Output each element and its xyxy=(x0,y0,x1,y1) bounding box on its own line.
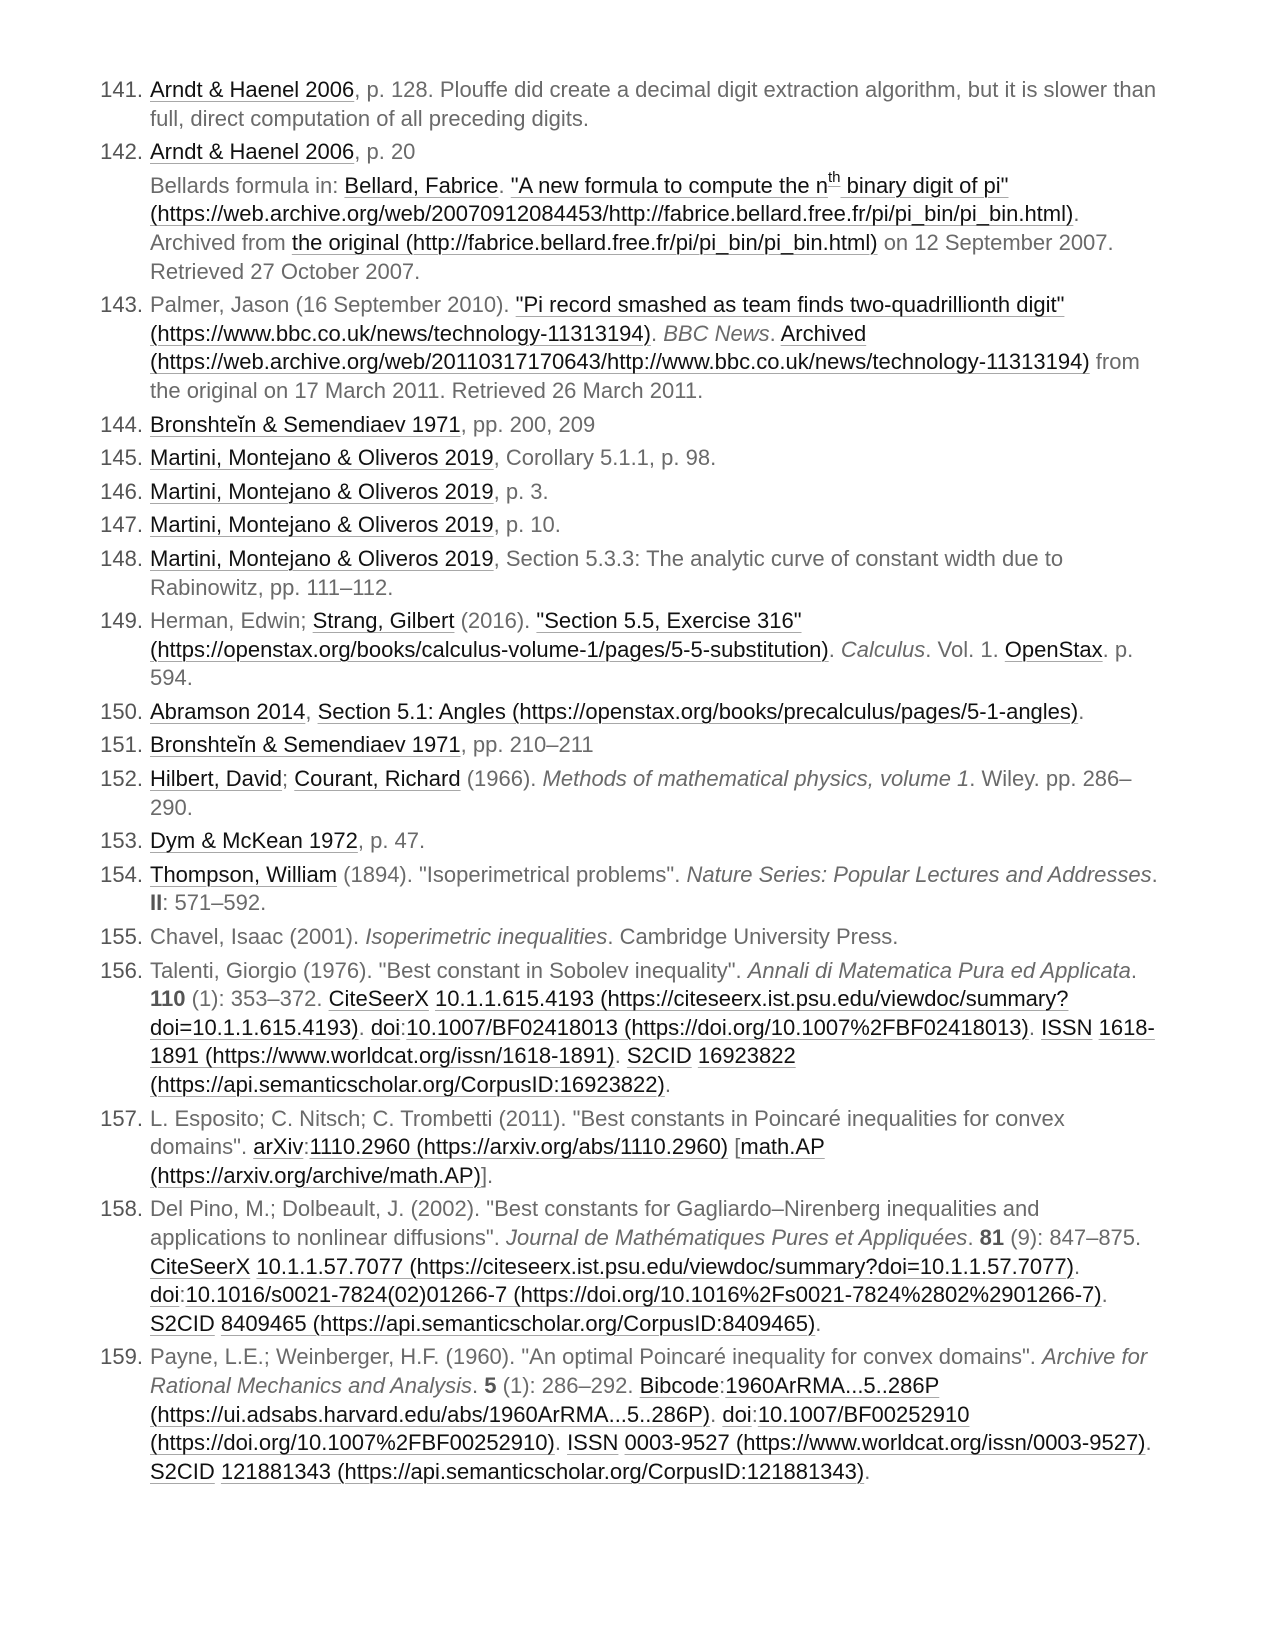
reference-text-segment: . Vol. 1. xyxy=(925,636,1005,662)
reference-item xyxy=(100,76,1160,133)
reference-text-segment: . p. 594. xyxy=(150,636,1134,691)
volume-number: 110 xyxy=(150,986,186,1012)
reference-text-segment: Payne, L.E.; Weinberger, H.F. (1960). "An optimal Poincaré inequality for convex domains". xyxy=(150,1344,1042,1370)
reference-text-segment: L. Esposito; C. Nitsch; C. Trombetti (2011). "Best constants in Poincaré inequalities for convex domains". xyxy=(150,1105,1065,1160)
reference-text-segment: (2016). xyxy=(454,608,537,634)
reference-item xyxy=(100,861,1160,918)
reference-text-segment: . xyxy=(864,1458,871,1484)
reference-text xyxy=(150,546,1063,600)
citation-link[interactable]: 0003-9527 (https://www.worldcat.org/issn/0003-9527) xyxy=(624,1430,1146,1456)
reference-text-segment: . xyxy=(650,320,664,346)
citation-link[interactable]: binary digit of pi" (https://web.archive.org/web/20070912084453/http://fabrice.bellard.free.fr/pi/pi_bin/pi_bin.html) xyxy=(150,172,1074,227)
reference-text-segment: , pp. 200, 209 xyxy=(460,411,596,437)
publication-title: Nature Series: Popular Lectures and Addresses xyxy=(686,861,1152,887)
reference-text xyxy=(150,1344,1152,1483)
publication-title: Annali di Matematica Pura ed Applicata xyxy=(747,957,1131,983)
reference-text-segment: , Corollary 5.1.1, p. 98. xyxy=(493,445,717,471)
reference-text-segment: (1894). "Isoperimetrical problems". xyxy=(337,861,687,887)
citation-link[interactable]: Arndt & Haenel 2006 xyxy=(150,77,355,102)
citation-link[interactable]: 10.1.1.615.4193 (https://citeseerx.ist.psu.edu/viewdoc/summary?doi=10.1.1.615.4193) xyxy=(150,986,1069,1040)
citation-link[interactable]: math.AP (https://arxiv.org/archive/math.AP) xyxy=(150,1134,825,1188)
reference-item xyxy=(100,138,1160,286)
reference-text xyxy=(150,766,1132,820)
reference-text-segment: , pp. 210–211 xyxy=(460,732,594,758)
citation-link[interactable]: doi xyxy=(722,1401,752,1427)
citation-link[interactable]: Courant, Richard xyxy=(294,766,461,792)
citation-link[interactable]: 8409465 (https://api.semanticscholar.org/CorpusID:8409465) xyxy=(220,1310,816,1336)
reference-text-segment: : 571–592. xyxy=(162,890,267,916)
publication-title: BBC News xyxy=(663,320,770,346)
reference-text-segment: : xyxy=(179,1282,186,1308)
reference-text-segment: (1): 353–372. xyxy=(185,986,329,1012)
citation-link[interactable]: 16923822 (https://api.semanticscholar.org/CorpusID:16923822) xyxy=(150,1043,796,1097)
reference-number: 155. xyxy=(100,924,143,950)
reference-text-segment: . Archived from xyxy=(150,201,1080,255)
citation-link[interactable]: Martini, Montejano & Oliveros 2019 xyxy=(150,445,494,471)
publication-title: Archive for Rational Mechanics and Analysis xyxy=(150,1344,1148,1398)
reference-text-segment: , Section 5.3.3: The analytic curve of constant width due to Rabinowitz, pp. 111–112. xyxy=(150,545,1064,600)
citation-link[interactable]: doi xyxy=(370,1014,401,1040)
reference-text-segment: . xyxy=(1130,957,1138,983)
citation-link[interactable]: 10.1016/s0021-7824(02)01266-7 (https://doi.org/10.1016%2Fs0021-7824%2802%2901266-7) xyxy=(185,1282,1102,1308)
citation-link[interactable]: Hilbert, David xyxy=(150,766,283,792)
citation-link[interactable]: 1110.2960 (https://arxiv.org/abs/1110.2960) xyxy=(309,1134,729,1160)
reference-text-segment: . xyxy=(498,172,511,198)
reference-text-segment: on 12 September 2007. Retrieved 27 October 2007. xyxy=(150,229,1114,284)
reference-number: 149. xyxy=(100,608,143,634)
citation-link[interactable]: CiteSeerX xyxy=(328,986,429,1012)
citation-link[interactable]: 1618-1891 (https://www.worldcat.org/issn/1618-1891) xyxy=(150,1014,1155,1069)
reference-text-segment: Del Pino, M.; Dolbeault, J. (2002). "Best constants for Gagliardo–Nirenberg inequalities and applications to nonlinear diffusions". xyxy=(150,1196,1040,1250)
reference-text-segment: (9): 847–875. xyxy=(1004,1224,1142,1250)
reference-item xyxy=(100,731,1160,760)
reference-text xyxy=(150,292,1140,403)
publication-title: Journal de Mathématiques Pures et Appliquées xyxy=(505,1224,968,1250)
reference-text-segment: , p. 10. xyxy=(493,512,561,538)
reference-text xyxy=(150,699,1084,724)
reference-item xyxy=(100,1343,1160,1486)
reference-text xyxy=(150,608,1133,690)
volume-number: II xyxy=(150,890,163,916)
publication-title: Methods of mathematical physics, volume 1 xyxy=(542,766,970,792)
citation-link[interactable]: S2CID xyxy=(150,1458,215,1484)
reference-text-segment: Herman, Edwin; xyxy=(150,608,313,634)
reference-number: 154. xyxy=(100,861,143,887)
volume-number: 81 xyxy=(979,1224,1005,1250)
reference-text-segment: , xyxy=(305,698,318,724)
citation-link[interactable]: S2CID xyxy=(626,1043,692,1069)
reference-text xyxy=(150,958,1155,1097)
reference-number: 152. xyxy=(100,766,143,792)
reference-text xyxy=(150,1196,1141,1335)
reference-text-segment: . Cambridge University Press. xyxy=(607,924,899,950)
reference-item xyxy=(100,698,1160,727)
citation-link[interactable]: Bronshteĭn & Semendiaev 1971 xyxy=(150,411,461,437)
citation-link[interactable]: "A new formula to compute the n xyxy=(510,172,828,198)
citation-link[interactable]: 1960ArRMA...5..286P (https://ui.adsabs.harvard.edu/abs/1960ArRMA...5..286P) xyxy=(150,1372,940,1427)
reference-item xyxy=(100,411,1160,440)
citation-link[interactable]: Bronshteĭn & Semendiaev 1971 xyxy=(150,732,461,758)
reference-text xyxy=(150,1106,1065,1188)
citation-link[interactable]: "Pi record smashed as team finds two-quadrillionth digit" (https://www.bbc.co.uk/news/technology-11313194) xyxy=(150,292,1065,346)
reference-number: 145. xyxy=(100,445,143,471)
citation-link[interactable]: S2CID xyxy=(150,1310,215,1336)
volume-number: 5 xyxy=(484,1372,497,1398)
reference-text xyxy=(150,512,561,537)
reference-item xyxy=(100,1195,1160,1338)
reference-item xyxy=(100,478,1160,507)
citation-link[interactable]: 10.1007/BF02418013 (https://doi.org/10.1007%2FBF02418013) xyxy=(406,1014,1029,1040)
reference-number: 142. xyxy=(100,139,143,165)
publication-title: Calculus xyxy=(840,636,926,662)
citation-link[interactable]: Section 5.1: Angles (https://openstax.org/books/precalculus/pages/5-1-angles) xyxy=(317,698,1079,724)
citation-link[interactable]: Abramson 2014 xyxy=(150,698,306,724)
reference-text-segment: . xyxy=(554,1430,568,1456)
reference-text-segment: ; xyxy=(282,766,295,792)
reference-number: 151. xyxy=(100,732,143,758)
reference-text xyxy=(150,412,595,437)
reference-list xyxy=(100,76,1160,1491)
reference-text-segment: . xyxy=(1028,1014,1042,1040)
citation-link[interactable]: 10.1.1.57.7077 (https://citeseerx.ist.psu.edu/viewdoc/summary?doi=10.1.1.57.7077) xyxy=(256,1253,1074,1279)
reference-text-segment: Palmer, Jason (16 September 2010). xyxy=(150,292,516,318)
reference-number: 159. xyxy=(100,1344,143,1370)
reference-item xyxy=(100,511,1160,540)
citation-link[interactable]: OpenStax xyxy=(1004,636,1103,662)
reference-text-segment: . xyxy=(967,1224,980,1250)
reference-text-segment: . xyxy=(664,1072,671,1097)
reference-number: 147. xyxy=(100,512,143,538)
reference-text-segment: Talenti, Giorgio (1976). "Best constant in Sobolev inequality". xyxy=(150,957,748,983)
publication-title: Isoperimetric inequalities xyxy=(365,924,608,950)
reference-number: 141. xyxy=(100,77,143,102)
reference-item xyxy=(100,291,1160,405)
reference-text xyxy=(150,139,1160,286)
citation-link[interactable]: CiteSeerX xyxy=(150,1253,251,1279)
reference-item xyxy=(100,444,1160,473)
reference-text-segment: . xyxy=(1101,1282,1108,1308)
reference-text-segment: . xyxy=(1073,1253,1081,1279)
reference-text-segment: , p. 3. xyxy=(493,478,549,504)
citation-link[interactable]: Arndt & Haenel 2006 xyxy=(150,139,355,165)
reference-text-segment: : xyxy=(719,1372,726,1398)
reference-item xyxy=(100,957,1160,1100)
citation-link[interactable]: Strang, Gilbert xyxy=(312,608,455,634)
citation-link[interactable]: ISSN xyxy=(567,1430,619,1456)
citation-link[interactable]: arXiv xyxy=(253,1134,304,1160)
reference-text-segment: . xyxy=(358,1014,371,1040)
reference-text xyxy=(150,924,898,949)
reference-text-segment: [ xyxy=(728,1134,741,1160)
citation-link[interactable]: Martini, Montejano & Oliveros 2019 xyxy=(150,478,494,504)
reference-text-segment: from the original on 17 March 2011. Retrieved 26 March 2011. xyxy=(150,349,1140,403)
reference-text xyxy=(150,445,716,470)
citation-link[interactable]: 10.1007/BF00252910 (https://doi.org/10.1007%2FBF00252910) xyxy=(150,1401,970,1456)
reference-item xyxy=(100,1105,1160,1191)
reference-text-segment: Bellards formula in: xyxy=(150,172,345,198)
reference-number: 148. xyxy=(100,545,143,571)
citation-link[interactable]: Dym & McKean 1972 xyxy=(150,828,358,854)
reference-text-segment: Chavel, Isaac (2001). xyxy=(150,924,366,950)
reference-text-segment: , p. 20 xyxy=(354,139,416,165)
reference-text-segment: . xyxy=(769,320,781,346)
citation-link[interactable]: ISSN xyxy=(1041,1014,1093,1040)
citation-link[interactable]: doi xyxy=(150,1282,180,1308)
reference-number: 146. xyxy=(100,478,143,504)
reference-number: 157. xyxy=(100,1105,143,1131)
citation-link[interactable]: Bibcode xyxy=(639,1372,720,1398)
reference-text-segment: (1): 286–292. xyxy=(496,1372,640,1398)
reference-text-segment: . Wiley. pp. 286–290. xyxy=(150,766,1132,820)
citation-link[interactable]: Thompson, William xyxy=(150,861,338,887)
reference-item xyxy=(100,607,1160,693)
reference-text-segment: . xyxy=(1078,698,1085,724)
reference-text-segment: . xyxy=(710,1401,723,1427)
citation-link[interactable]: Archived (https://web.archive.org/web/20110317170643/http://www.bbc.co.uk/news/technology-11313194) xyxy=(150,320,1090,375)
reference-number: 143. xyxy=(100,292,143,318)
reference-item xyxy=(100,765,1160,822)
citation-link[interactable]: Martini, Montejano & Oliveros 2019 xyxy=(150,545,494,571)
reference-text-segment: . xyxy=(828,636,841,662)
reference-text-segment: : xyxy=(303,1134,310,1160)
reference-number: 156. xyxy=(100,957,143,983)
reference-text-segment: , p. 47. xyxy=(357,828,426,854)
reference-text-segment: (1966). xyxy=(460,766,543,792)
reference-number: 150. xyxy=(100,698,143,724)
reference-subparagraph xyxy=(150,169,1160,286)
reference-text-segment: ]. xyxy=(480,1162,494,1188)
reference-text-segment: . xyxy=(1145,1430,1152,1456)
citation-link[interactable]: the original (http://fabrice.bellard.free.fr/pi/pi_bin/pi_bin.html) xyxy=(291,229,878,255)
reference-item xyxy=(100,827,1160,856)
citation-link-superscript[interactable]: th xyxy=(827,169,841,187)
citation-link[interactable]: Martini, Montejano & Oliveros 2019 xyxy=(150,512,494,538)
reference-number: 153. xyxy=(100,828,143,854)
reference-text xyxy=(150,828,425,853)
citation-link[interactable]: 121881343 (https://api.semanticscholar.org/CorpusID:121881343) xyxy=(220,1458,865,1484)
reference-number: 158. xyxy=(100,1196,143,1222)
reference-text xyxy=(150,862,1158,916)
reference-text xyxy=(150,479,549,504)
reference-text-segment: , p. 128. Plouffe did create a decimal digit extraction algorithm, but it is slower than full, direct computation of all preceding digits. xyxy=(150,77,1157,131)
reference-text-segment: . xyxy=(472,1372,485,1398)
reference-item xyxy=(100,923,1160,952)
reference-item xyxy=(100,545,1160,602)
reference-text-segment: : xyxy=(400,1014,407,1040)
reference-number: 144. xyxy=(100,411,143,437)
reference-text-segment: . xyxy=(1151,861,1158,887)
citation-link[interactable]: Bellard, Fabrice xyxy=(344,172,499,198)
reference-text xyxy=(150,77,1156,131)
reference-text-segment: . xyxy=(614,1043,627,1069)
citation-link[interactable]: "Section 5.5, Exercise 316" (https://openstax.org/books/calculus-volume-1/pages/5-5-substitution) xyxy=(150,608,829,662)
reference-text-segment: : xyxy=(751,1401,758,1427)
reference-text xyxy=(150,732,594,757)
reference-text-segment: . xyxy=(815,1310,822,1336)
